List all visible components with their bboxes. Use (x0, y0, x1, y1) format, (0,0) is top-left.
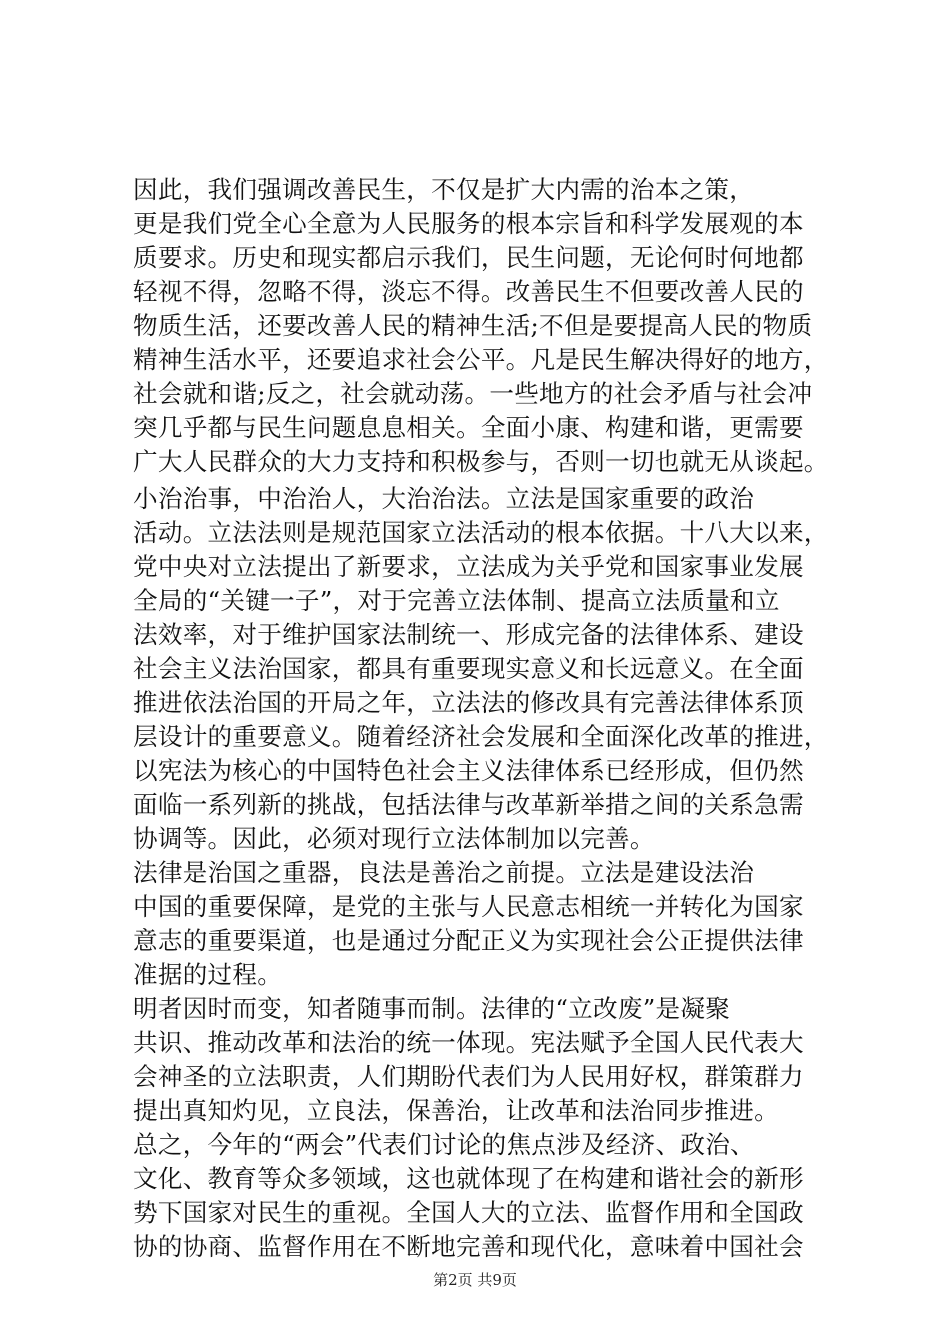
text-line: 轻视不得，忽略不得，淡忘不得。改善民生不但要改善人民的 (133, 277, 804, 306)
text-line: 党中央对立法提出了新要求，立法成为关乎党和国家事业发展 (133, 552, 804, 581)
text-line: 法效率，对于维护国家法制统一、形成完备的法律体系、建设 (133, 620, 804, 649)
text-line: 中国的重要保障，是党的主张与人民意志相统一并转化为国家 (133, 892, 804, 921)
text-line: 提出真知灼见，立良法，保善治，让改革和法治同步推进。 (133, 1096, 779, 1125)
text-line: 推进依法治国的开局之年，立法法的修改具有完善法律体系顶 (133, 688, 804, 717)
text-line: 因此，我们强调改善民生，不仅是扩大内需的治本之策， (133, 175, 755, 204)
text-line: 协调等。因此，必须对现行立法体制加以完善。 (133, 824, 655, 853)
text-line: 协的协商、监督作用在不断地完善和现代化，意味着中国社会 (133, 1232, 804, 1261)
text-line: 物质生活，还要改善人民的精神生活;不但是要提高人民的物质 (133, 311, 813, 340)
text-line: 小治治事，中治治人，大治治法。立法是国家重要的政治 (133, 484, 755, 513)
text-line: 广大人民群众的大力支持和积极参与，否则一切也就无从谈起。 (133, 447, 829, 476)
text-line: 层设计的重要意义。随着经济社会发展和全面深化改革的推进， (133, 722, 829, 751)
text-line: 总之，今年的“两会”代表们讨论的焦点涉及经济、政治、 (133, 1130, 755, 1159)
text-line: 文化、教育等众多领域，这也就体现了在构建和谐社会的新形 (133, 1164, 804, 1193)
page-number-footer: 第2页 共9页 (433, 1271, 517, 1289)
text-line: 社会主义法治国家，都具有重要现实意义和长远意义。在全面 (133, 654, 804, 683)
text-line: 社会就和谐;反之，社会就动荡。一些地方的社会矛盾与社会冲 (133, 379, 813, 408)
text-line: 活动。立法法则是规范国家立法活动的根本依据。十八大以来， (133, 518, 829, 547)
text-line: 法律是治国之重器，良法是善治之前提。立法是建设法治 (133, 858, 755, 887)
text-line: 质要求。历史和现实都启示我们，民生问题，无论何时何地都 (133, 243, 804, 272)
text-line: 会神圣的立法职责，人们期盼代表们为人民用好权，群策群力 (133, 1062, 804, 1091)
text-line: 共识、推动改革和法治的统一体现。宪法赋予全国人民代表大 (133, 1028, 804, 1057)
text-line: 势下国家对民生的重视。全国人大的立法、监督作用和全国政 (133, 1198, 804, 1227)
text-line: 精神生活水平，还要追求社会公平。凡是民生解决得好的地方， (133, 345, 829, 374)
text-line: 突几乎都与民生问题息息相关。全面小康、构建和谐，更需要 (133, 413, 804, 442)
text-line: 更是我们党全心全意为人民服务的根本宗旨和科学发展观的本 (133, 209, 804, 238)
text-line: 准据的过程。 (133, 960, 283, 989)
text-line: 面临一系列新的挑战，包括法律与改革新举措之间的关系急需 (133, 790, 804, 819)
text-line: 全局的“关键一子”，对于完善立法体制、提高立法质量和立 (133, 586, 780, 615)
text-line: 明者因时而变，知者随事而制。法律的“立改废”是凝聚 (133, 994, 731, 1023)
text-line: 以宪法为核心的中国特色社会主义法律体系已经形成，但仍然 (133, 756, 804, 785)
text-line: 意志的重要渠道，也是通过分配正义为实现社会公正提供法律 (133, 926, 804, 955)
